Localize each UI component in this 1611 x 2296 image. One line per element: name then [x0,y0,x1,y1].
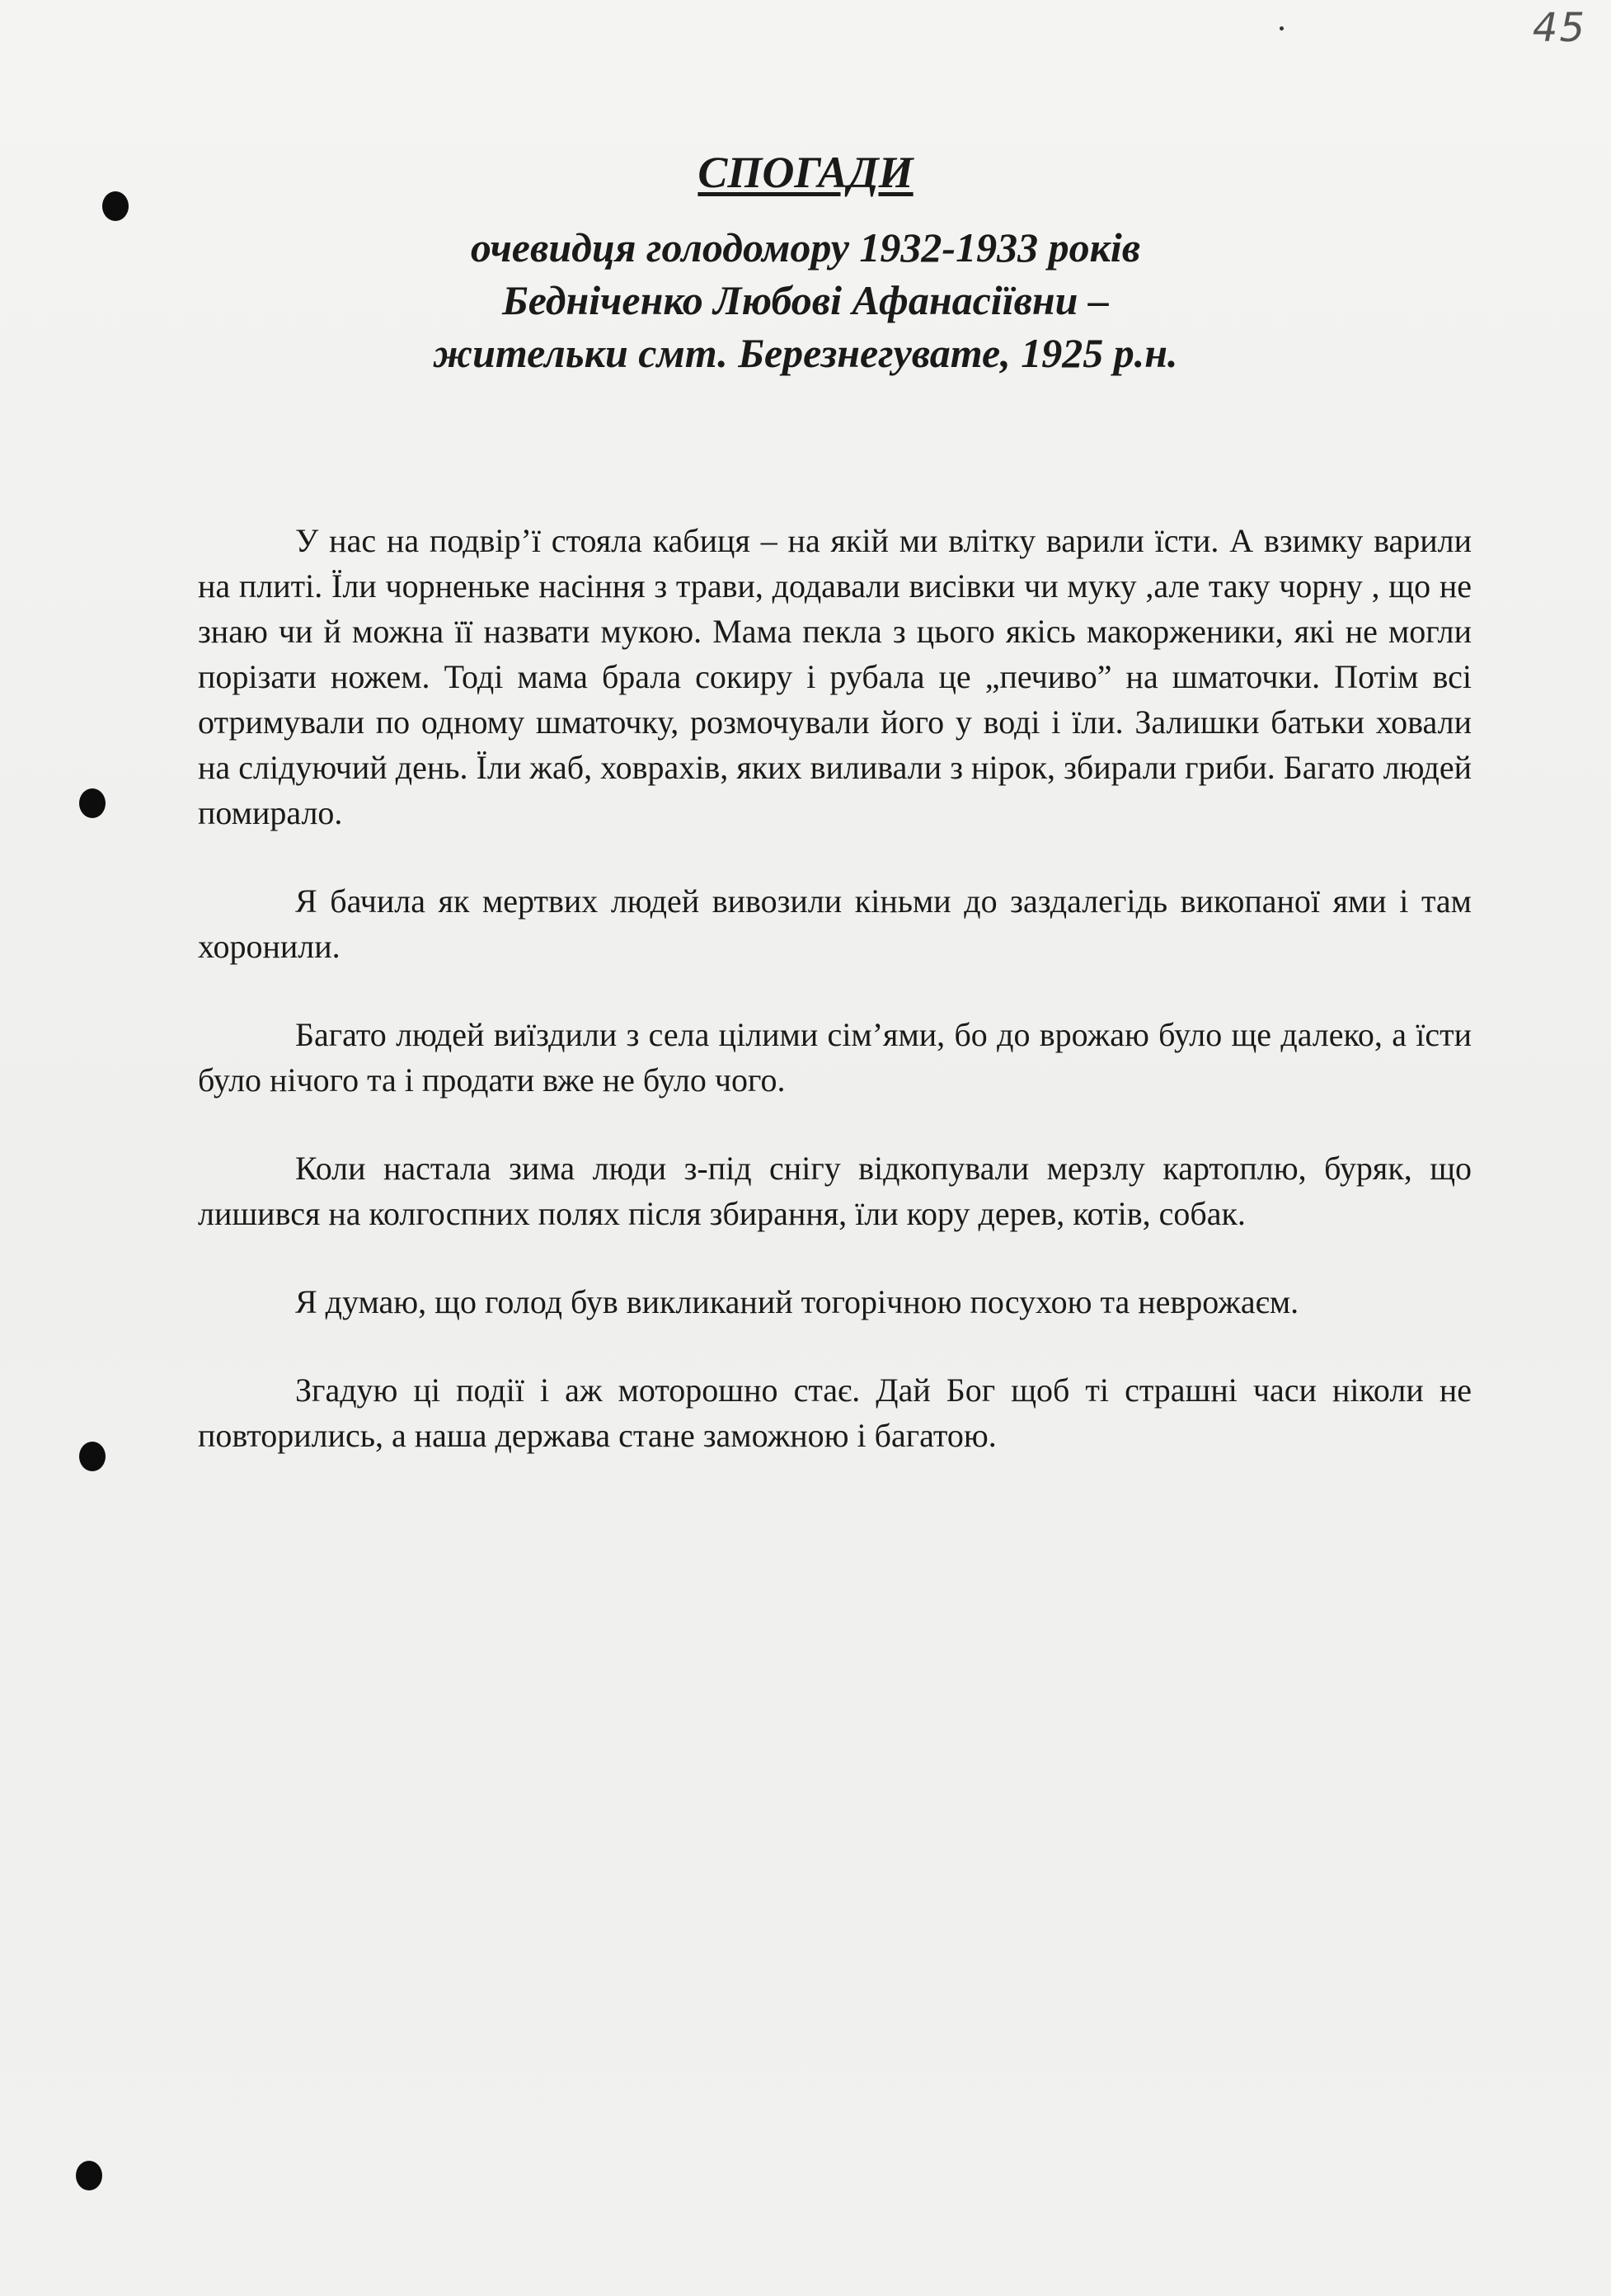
paragraph: Я бачила як мертвих людей вивозили кіньми до заздалегідь викопаної ями і там хоронили. [198,882,1472,965]
punch-hole [79,1442,106,1471]
paragraph: Згадую ці події і аж моторошно стає. Дай Бог щоб ті страшні часи ніколи не повторились, а наша держава стане заможною і багатою. [198,1371,1472,1454]
document-body [198,518,1472,1501]
paragraph: Я думаю, що голод був викликаний тогорічною посухою та неврожаєм. [295,1283,1299,1320]
document-title: СПОГАДИ [697,148,914,197]
subtitle-line: Бедніченко Любові Афанасіївни – [502,277,1109,323]
subtitle-line: очевидця голодомору 1932-1933 років [470,224,1141,271]
paragraph: Багато людей виїздили з села цілими сім’ями, бо до врожаю було ще далеко, а їсти було нічого та і продати вже не було чого. [198,1016,1472,1099]
paragraph: Коли настала зима люди з-під снігу відкопували мерзлу картоплю, буряк, що лишився на колгоспних полях після збирання, їли кору дерев, котів, собак. [198,1150,1472,1232]
subtitle-line: жительки смт. Березнегувате, 1925 р.н. [433,330,1178,376]
page-number: 45 [1532,5,1586,51]
paragraph: У нас на подвір’ї стояла кабиця – на якій ми влітку варили їсти. А взимку варили на плиті. Їли чорненьке насіння з трави, додавали висівки чи муку ,але таку чорну , що не знаю чи й можна її назвати мукою. Мама пекла з цього якісь макорженики, які не могли порізати ножем. Тоді мама брала сокиру і рубала це „печиво” на шматочки. Потім всі отримували по одному шматочку, розмочували його у воді і їли. Залишки батьки ховали на слідуючий день. Їли жаб, ховрахів, яких виливали з нірок, збирали гриби. Багато людей помирало. [198,522,1472,831]
punch-hole [79,788,106,818]
punch-hole [76,2161,102,2190]
ink-dot [1280,26,1284,31]
document-subtitle [0,221,1611,379]
